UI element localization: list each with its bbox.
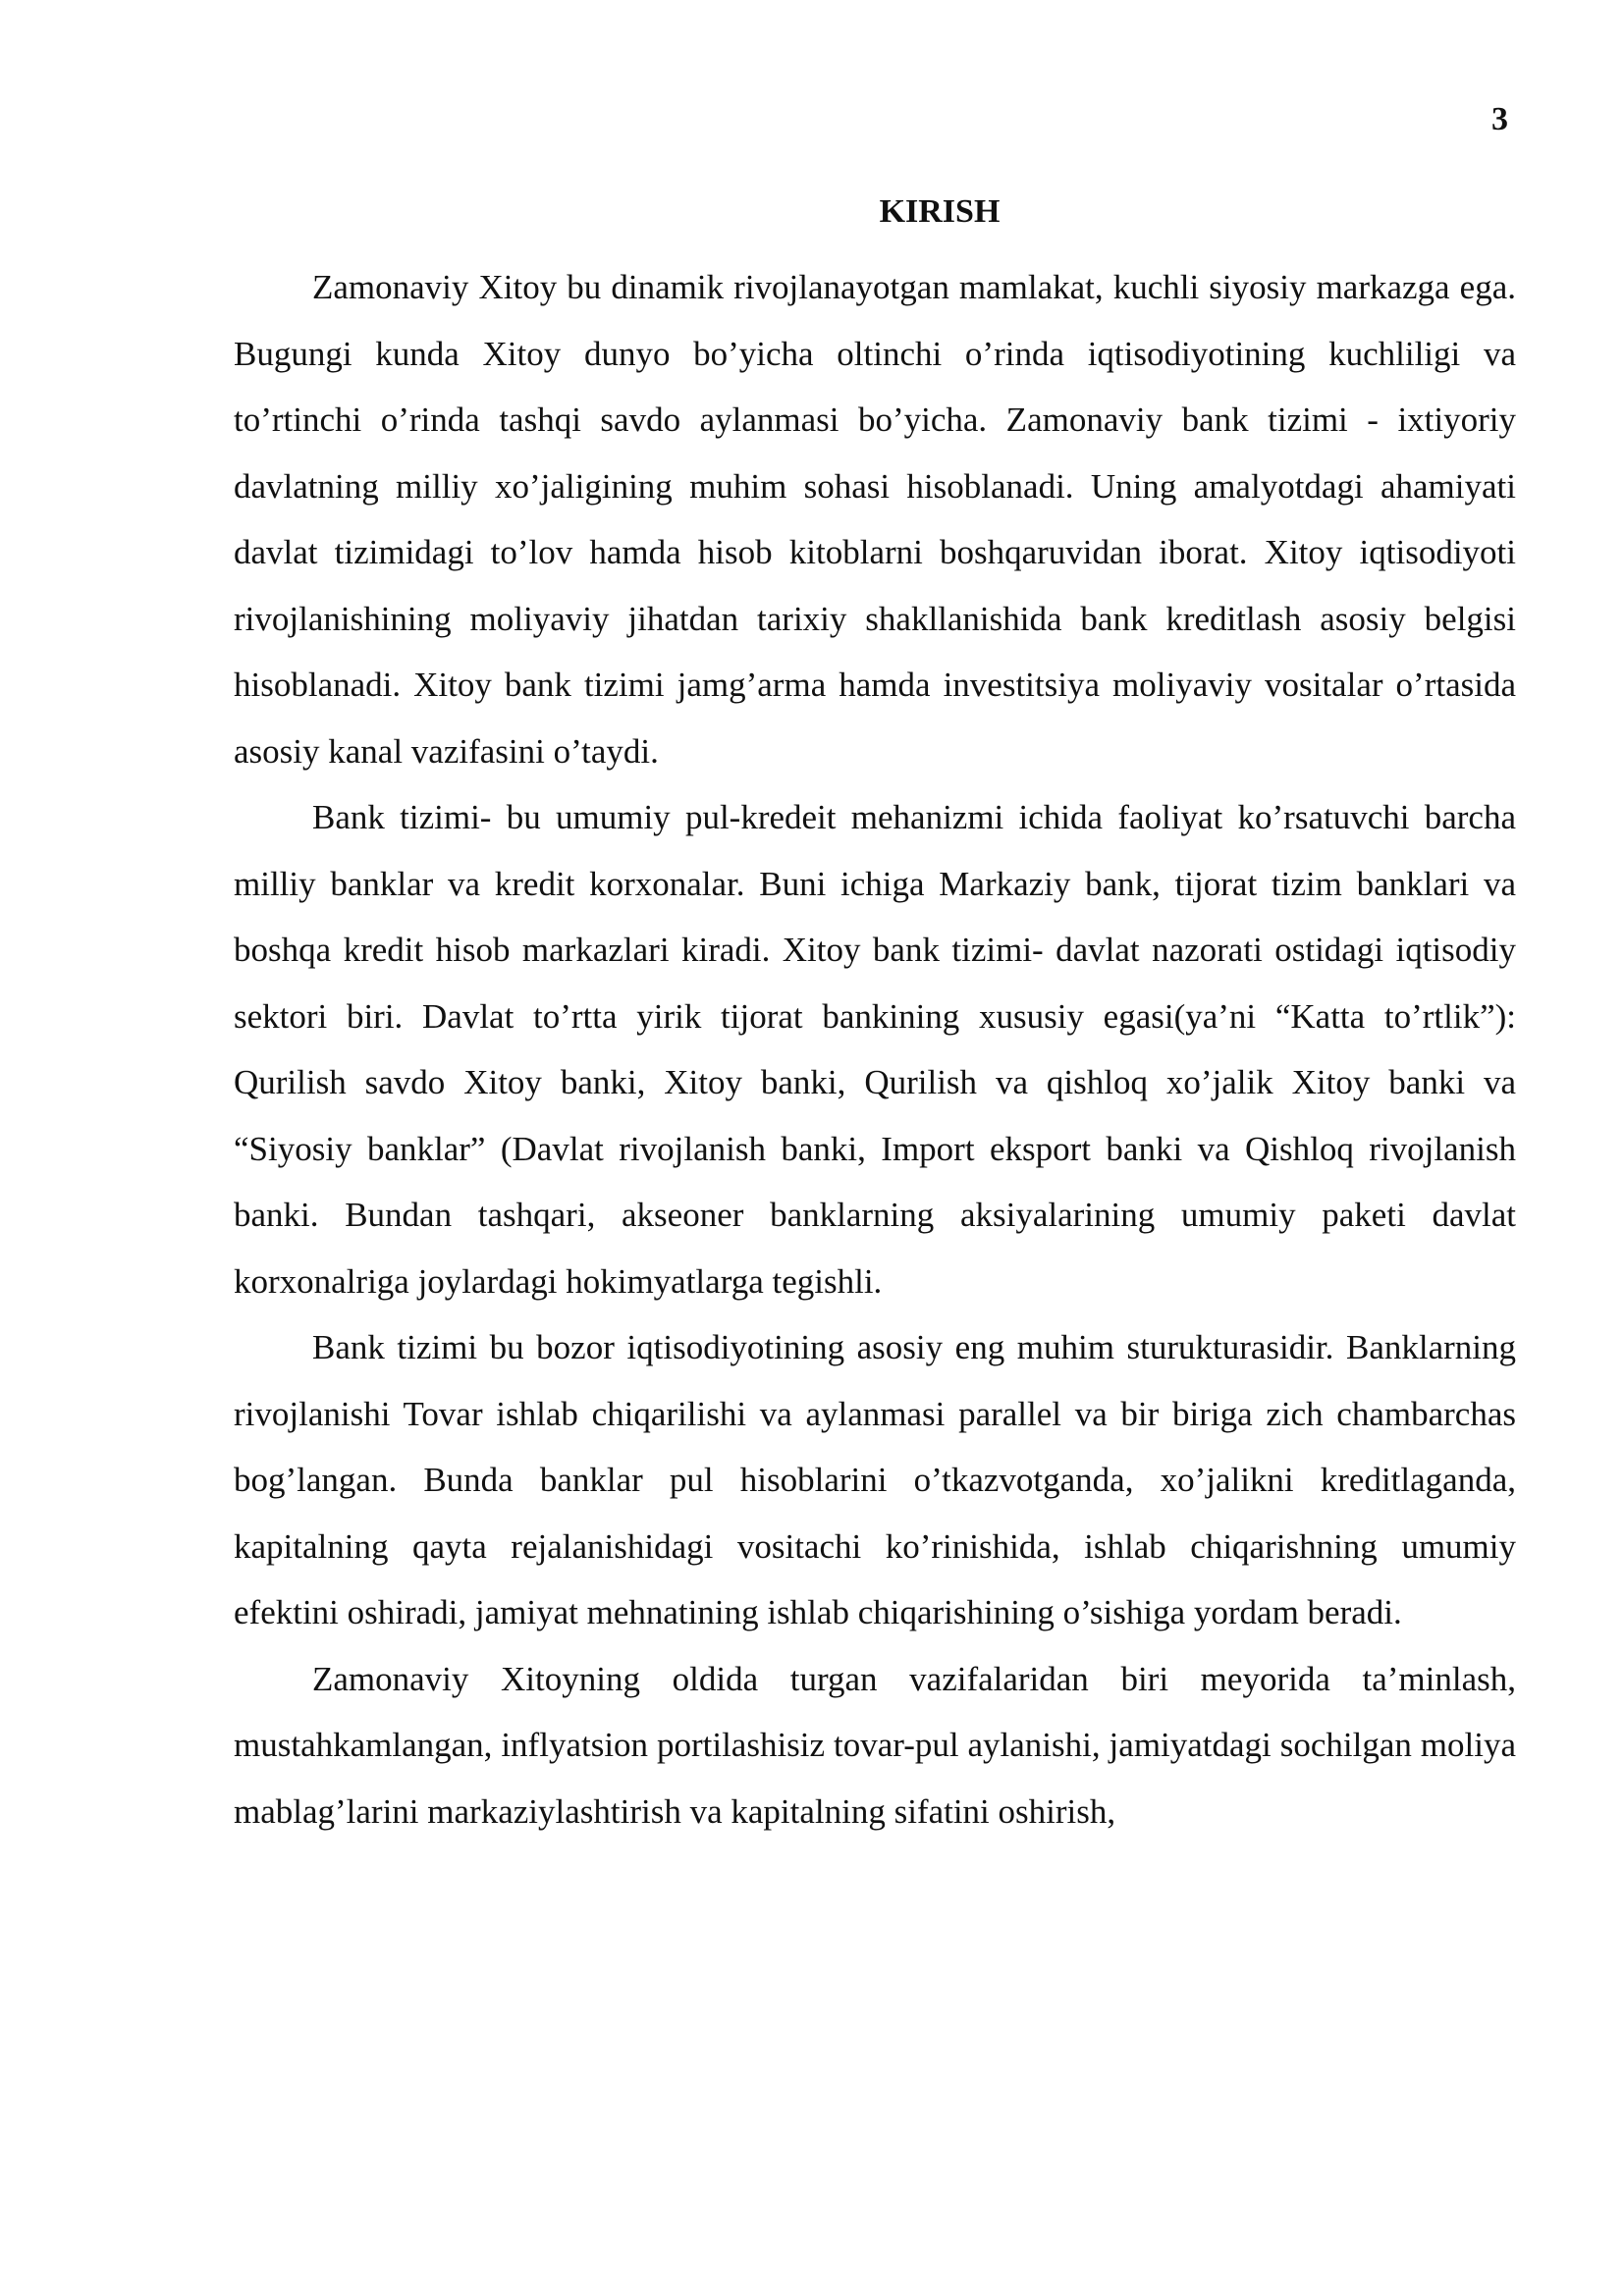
body-text [234,254,1516,1844]
page-title: KIRISH [879,193,1001,230]
paragraph-2: Bank tizimi- bu umumiy pul-kredeit mehanizmi ichida faoliyat ko’rsatuvchi barcha milliy banklar va kredit korxonalar. Buni ichiga Markaziy bank, tijorat tizim banklari va boshqa kredit hisob markazlari kiradi. Xitoy bank tizimi- davlat nazorati ostidagi iqtisodiy sektori biri. Davlat to’rtta yirik tijorat bankining xususiy egasi(ya’ni “Katta to’rtlik”): Qurilish savdo Xitoy banki, Xitoy banki, Qurilish va qishloq xo’jalik Xitoy banki va “Siyosiy banklar” (Davlat rivojlanish banki, Import eksport banki va Qishloq rivojlanish banki. Bundan tashqari, akseoner banklarning aksiyalarining umumiy paketi davlat korxonalriga joylardagi hokimyatlarga tegishli. [234,798,1516,1301]
paragraph-4: Zamonaviy Xitoyning oldida turgan vazifalaridan biri meyorida ta’minlash, mustahkamlangan, inflyatsion portilashisiz tovar-pul aylanishi, jamiyatdagi sochilgan moliya mablag’larini markaziylashtirish va kapitalning sifatini oshirish, [234,1659,1516,1831]
paragraph-1: Zamonaviy Xitoy bu dinamik rivojlanayotgan mamlakat, kuchli siyosiy markazga ega. Bugungi kunda Xitoy dunyo bo’yicha oltinchi o’rinda iqtisodiyotining kuchliligi va to’rtinchi o’rinda tashqi savdo aylanmasi bo’yicha. Zamonaviy bank tizimi - ixtiyoriy davlatning milliy xo’jaligining muhim sohasi hisoblanadi. Uning amalyotdagi ahamiyati davlat tizimidagi to’lov hamda hisob kitoblarni boshqaruvidan iborat. Xitoy iqtisodiyoti rivojlanishining moliyaviy jihatdan tarixiy shakllanishida bank kreditlash asosiy belgisi hisoblanadi. Xitoy bank tizimi jamg’arma hamda investitsiya moliyaviy vositalar o’rtasida asosiy kanal vazifasini o’taydi. [234,268,1516,771]
paragraph-3: Bank tizimi bu bozor iqtisodiyotining asosiy eng muhim sturukturasidir. Banklarning rivojlanishi Tovar ishlab chiqarilishi va aylanmasi parallel va bir biriga zich chambarchas bog’langan. Bunda banklar pul hisoblarini o’tkazvotganda, xo’jalikni kreditlaganda, kapitalning qayta rejalanishidagi vositachi ko’rinishida, ishlab chiqarishning umumiy efektini oshiradi, jamiyat mehnatining ishlab chiqarishining o’sishiga yordam beradi. [234,1328,1516,1631]
page-number: 3 [1491,101,1508,137]
